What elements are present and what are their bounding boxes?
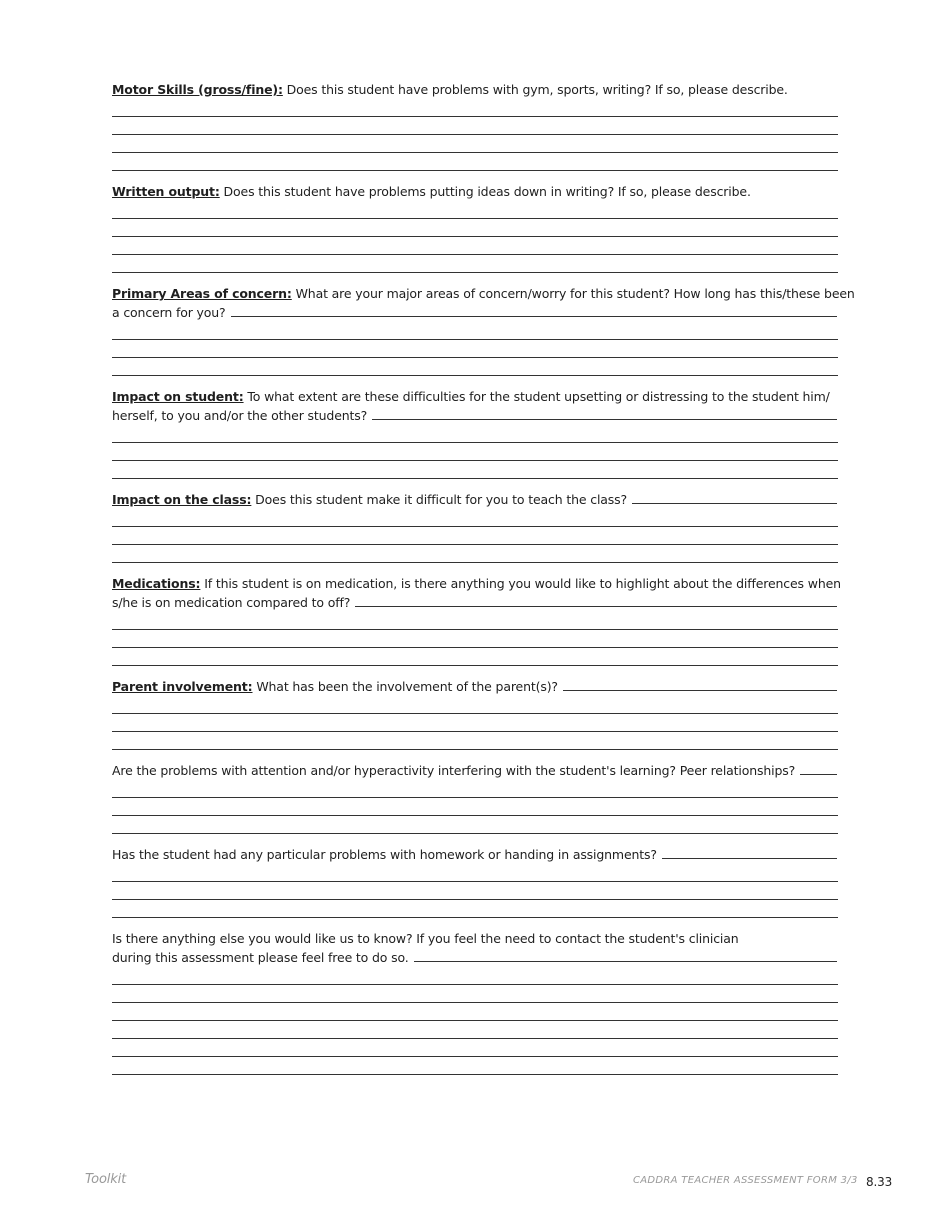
question-text: Has the student had any particular problems with homework or handing in assignments? — [112, 847, 657, 862]
answer-line[interactable] — [112, 612, 838, 630]
answer-line[interactable] — [112, 630, 838, 648]
question-text: herself, to you and/or the other students? — [112, 408, 368, 423]
answer-blank[interactable] — [662, 847, 837, 859]
answer-line[interactable] — [112, 237, 838, 255]
question-label: Parent involvement: — [112, 679, 253, 694]
question-label: Medications: — [112, 576, 201, 591]
answer-line[interactable] — [112, 780, 838, 798]
form-section — [112, 677, 838, 761]
answer-line[interactable] — [112, 322, 838, 340]
question-text: Does this student have problems with gym, sports, writing? If so, please describe. — [282, 82, 788, 97]
answer-line[interactable] — [112, 864, 838, 882]
question-text: Are the problems with attention and/or hyperactivity interfering with the student's learning? Peer relationships? — [112, 763, 796, 778]
form-section — [112, 182, 838, 284]
footer-form-title: CADDRA TEACHER ASSESSMENT FORM 3/3 — [633, 1175, 858, 1186]
answer-line[interactable] — [112, 117, 838, 135]
question-line — [112, 490, 838, 509]
form-section — [112, 929, 838, 1086]
page-number: 8.33 — [866, 1175, 893, 1189]
question-line — [112, 948, 838, 967]
answer-line[interactable] — [112, 509, 838, 527]
form-section — [112, 761, 838, 845]
question-label: Impact on student: — [112, 389, 244, 404]
question-text: s/he is on medication compared to off? — [112, 595, 351, 610]
question-line — [112, 406, 838, 425]
question-text: What has been the involvement of the parent(s)? — [252, 679, 558, 694]
question-line — [112, 284, 855, 303]
answer-line[interactable] — [112, 153, 838, 171]
question-line — [112, 677, 838, 696]
question-text: during this assessment please feel free to do so. — [112, 950, 409, 965]
answer-line[interactable] — [112, 967, 838, 985]
question-line — [112, 80, 838, 99]
answer-line[interactable] — [112, 732, 838, 750]
question-text: If this student is on medication, is there anything you would like to highlight about the differences when — [200, 576, 841, 591]
answer-line[interactable] — [112, 443, 838, 461]
form-body — [112, 80, 855, 1086]
answer-line[interactable] — [112, 201, 838, 219]
form-section — [112, 387, 838, 490]
form-section — [112, 80, 838, 182]
question-line — [112, 593, 838, 612]
answer-line[interactable] — [112, 527, 838, 545]
answer-line[interactable] — [112, 985, 838, 1003]
answer-line[interactable] — [112, 1057, 838, 1075]
question-line — [112, 387, 838, 406]
question-line — [112, 845, 838, 864]
answer-line[interactable] — [112, 219, 838, 237]
answer-line[interactable] — [112, 798, 838, 816]
question-label: Motor Skills (gross/fine): — [112, 82, 283, 97]
question-line — [112, 929, 838, 948]
form-section — [112, 574, 841, 677]
question-label: Primary Areas of concern: — [112, 286, 292, 301]
footer-toolkit: Toolkit — [85, 1172, 127, 1187]
answer-line[interactable] — [112, 340, 838, 358]
answer-blank[interactable] — [414, 950, 837, 962]
answer-line[interactable] — [112, 816, 838, 834]
answer-line[interactable] — [112, 461, 838, 479]
question-text: a concern for you? — [112, 305, 226, 320]
question-line — [112, 574, 841, 593]
answer-blank[interactable] — [800, 763, 837, 775]
form-section — [112, 845, 838, 929]
question-line — [112, 303, 838, 322]
answer-line[interactable] — [112, 696, 838, 714]
answer-line[interactable] — [112, 900, 838, 918]
answer-line[interactable] — [112, 545, 838, 563]
question-text: Does this student have problems putting ideas down in writing? If so, please describe. — [219, 184, 751, 199]
answer-blank[interactable] — [231, 305, 837, 317]
form-section — [112, 490, 838, 574]
question-text: What are your major areas of concern/worry for this student? How long has this/these been — [291, 286, 855, 301]
question-text: Is there anything else you would like us to know? If you feel the need to contact the student's clinician — [112, 931, 739, 946]
answer-line[interactable] — [112, 135, 838, 153]
answer-line[interactable] — [112, 1039, 838, 1057]
answer-line[interactable] — [112, 1003, 838, 1021]
answer-blank[interactable] — [632, 492, 837, 504]
answer-line[interactable] — [112, 882, 838, 900]
answer-line[interactable] — [112, 425, 838, 443]
question-text: To what extent are these difficulties for the student upsetting or distressing to the student him/ — [243, 389, 830, 404]
question-line — [112, 182, 838, 201]
answer-line[interactable] — [112, 358, 838, 376]
question-label: Impact on the class: — [112, 492, 252, 507]
answer-blank[interactable] — [355, 595, 837, 607]
question-line — [112, 761, 838, 780]
answer-line[interactable] — [112, 99, 838, 117]
answer-line[interactable] — [112, 255, 838, 273]
answer-line[interactable] — [112, 714, 838, 732]
answer-blank[interactable] — [563, 679, 837, 691]
form-section — [112, 284, 855, 387]
answer-blank[interactable] — [372, 408, 837, 420]
question-text: Does this student make it difficult for you to teach the class? — [251, 492, 627, 507]
answer-line[interactable] — [112, 1021, 838, 1039]
question-label: Written output: — [112, 184, 220, 199]
answer-line[interactable] — [112, 648, 838, 666]
